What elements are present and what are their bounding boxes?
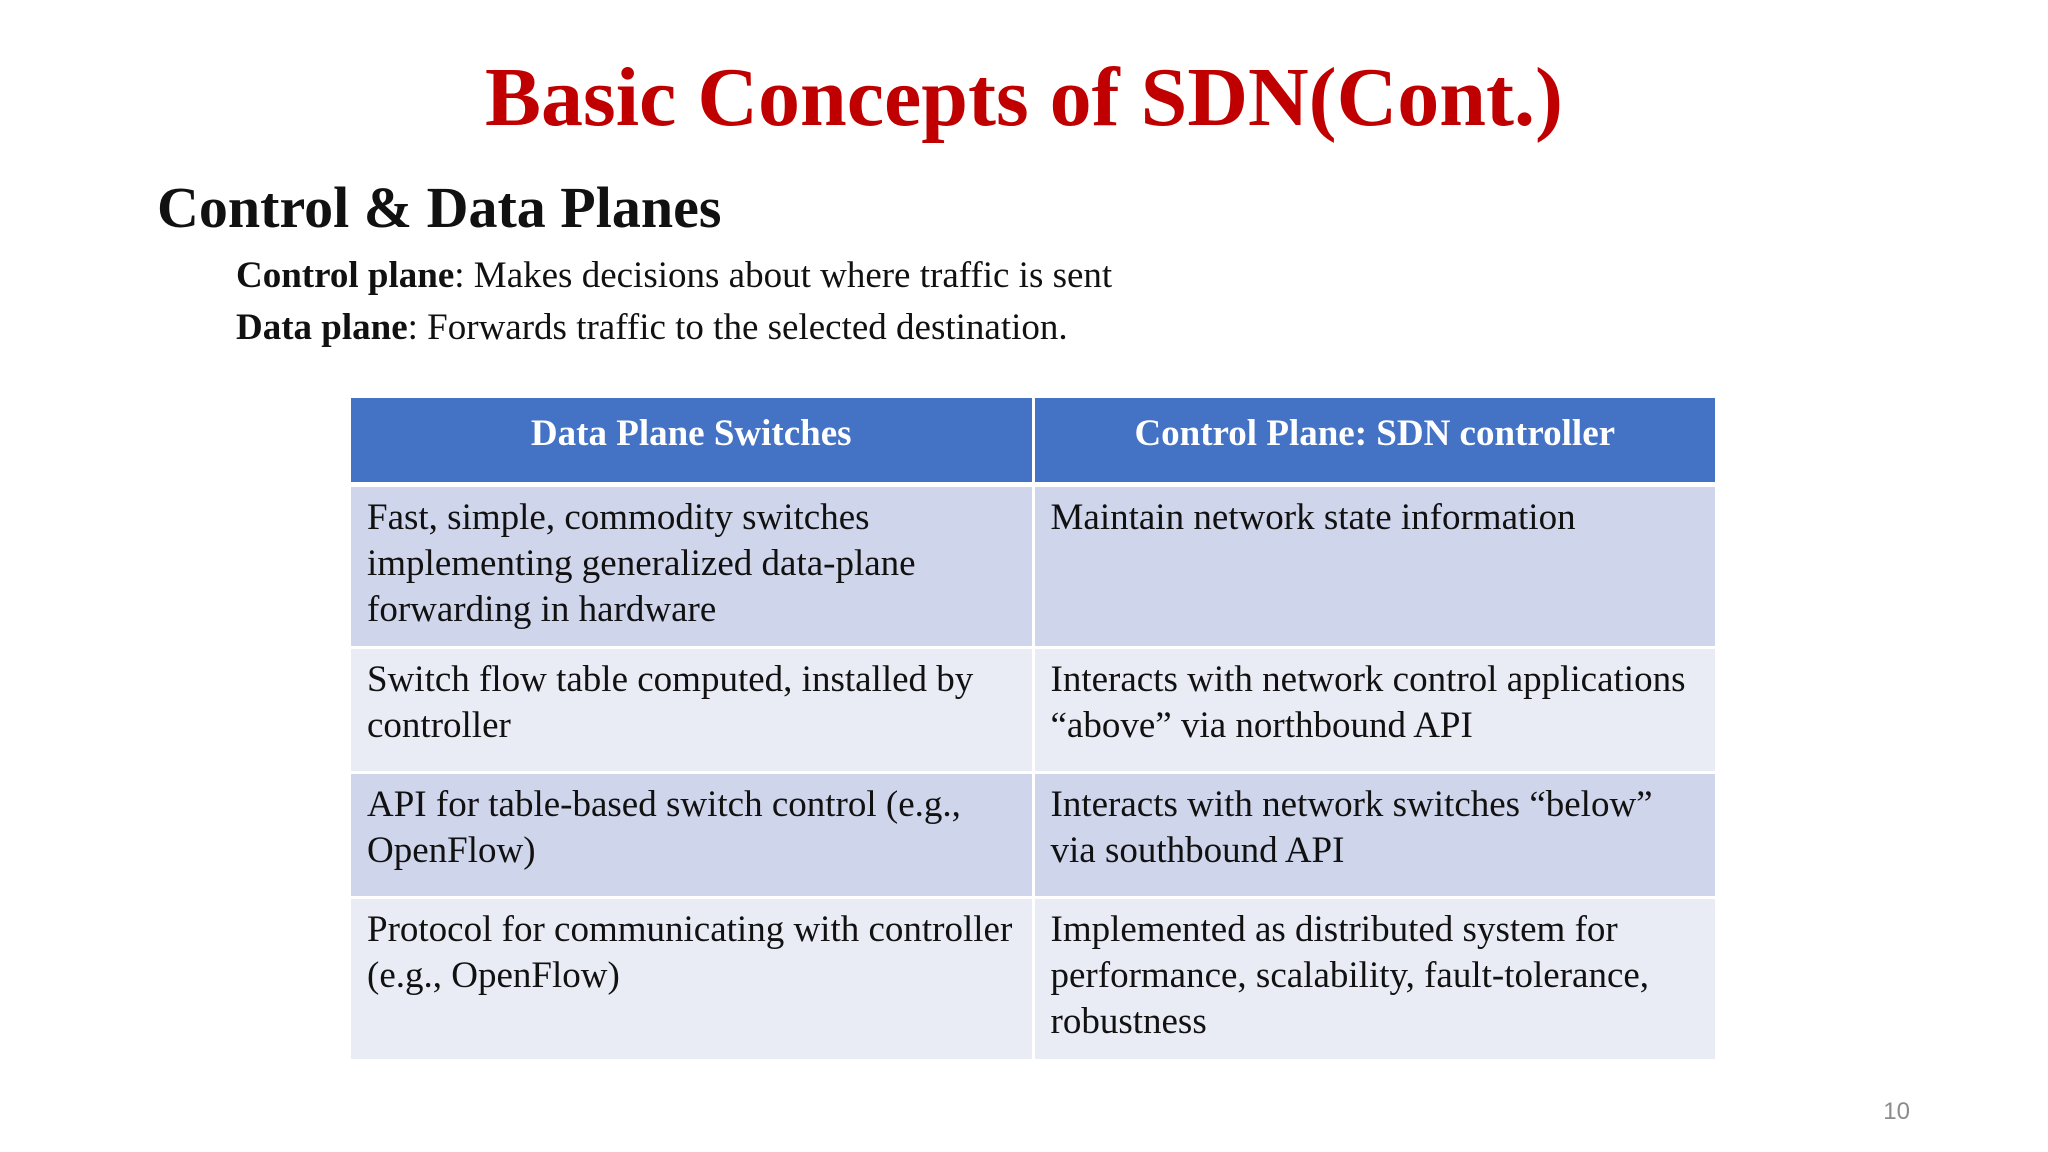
header-control-plane-controller: Control Plane: SDN controller	[1033, 398, 1715, 484]
table-cell: Maintain network state information	[1033, 484, 1715, 647]
table-row	[351, 484, 1715, 647]
table-cell: Fast, simple, commodity switches implementing generalized data-plane forwarding in hardware	[351, 484, 1033, 647]
definition-text: : Forwards traffic to the selected destination.	[407, 307, 1068, 348]
definition-control-plane	[236, 254, 1112, 298]
table-row	[351, 897, 1715, 1060]
comparison-table	[351, 398, 1715, 1062]
table-cell: API for table-based switch control (e.g., OpenFlow)	[351, 772, 1033, 897]
table-row	[351, 772, 1715, 897]
definition-term: Data plane	[236, 307, 408, 348]
definition-term: Control plane	[236, 255, 455, 296]
table-row	[351, 647, 1715, 772]
definition-data-plane	[236, 306, 1068, 350]
header-data-plane-switches: Data Plane Switches	[351, 398, 1033, 484]
table-cell: Interacts with network control applications “above” via northbound API	[1033, 647, 1715, 772]
definition-text: : Makes decisions about where traffic is sent	[454, 255, 1113, 296]
table-cell: Switch flow table computed, installed by controller	[351, 647, 1033, 772]
section-heading: Control & Data Planes	[157, 175, 722, 240]
table-cell: Protocol for communicating with controller (e.g., OpenFlow)	[351, 897, 1033, 1060]
table-cell: Implemented as distributed system for performance, scalability, fault-tolerance, robustness	[1033, 897, 1715, 1060]
page-number: 10	[1883, 1098, 1910, 1125]
table-header-row	[351, 398, 1715, 484]
slide-title: Basic Concepts of SDN(Cont.)	[485, 51, 1563, 144]
table-cell: Interacts with network switches “below” via southbound API	[1033, 772, 1715, 897]
